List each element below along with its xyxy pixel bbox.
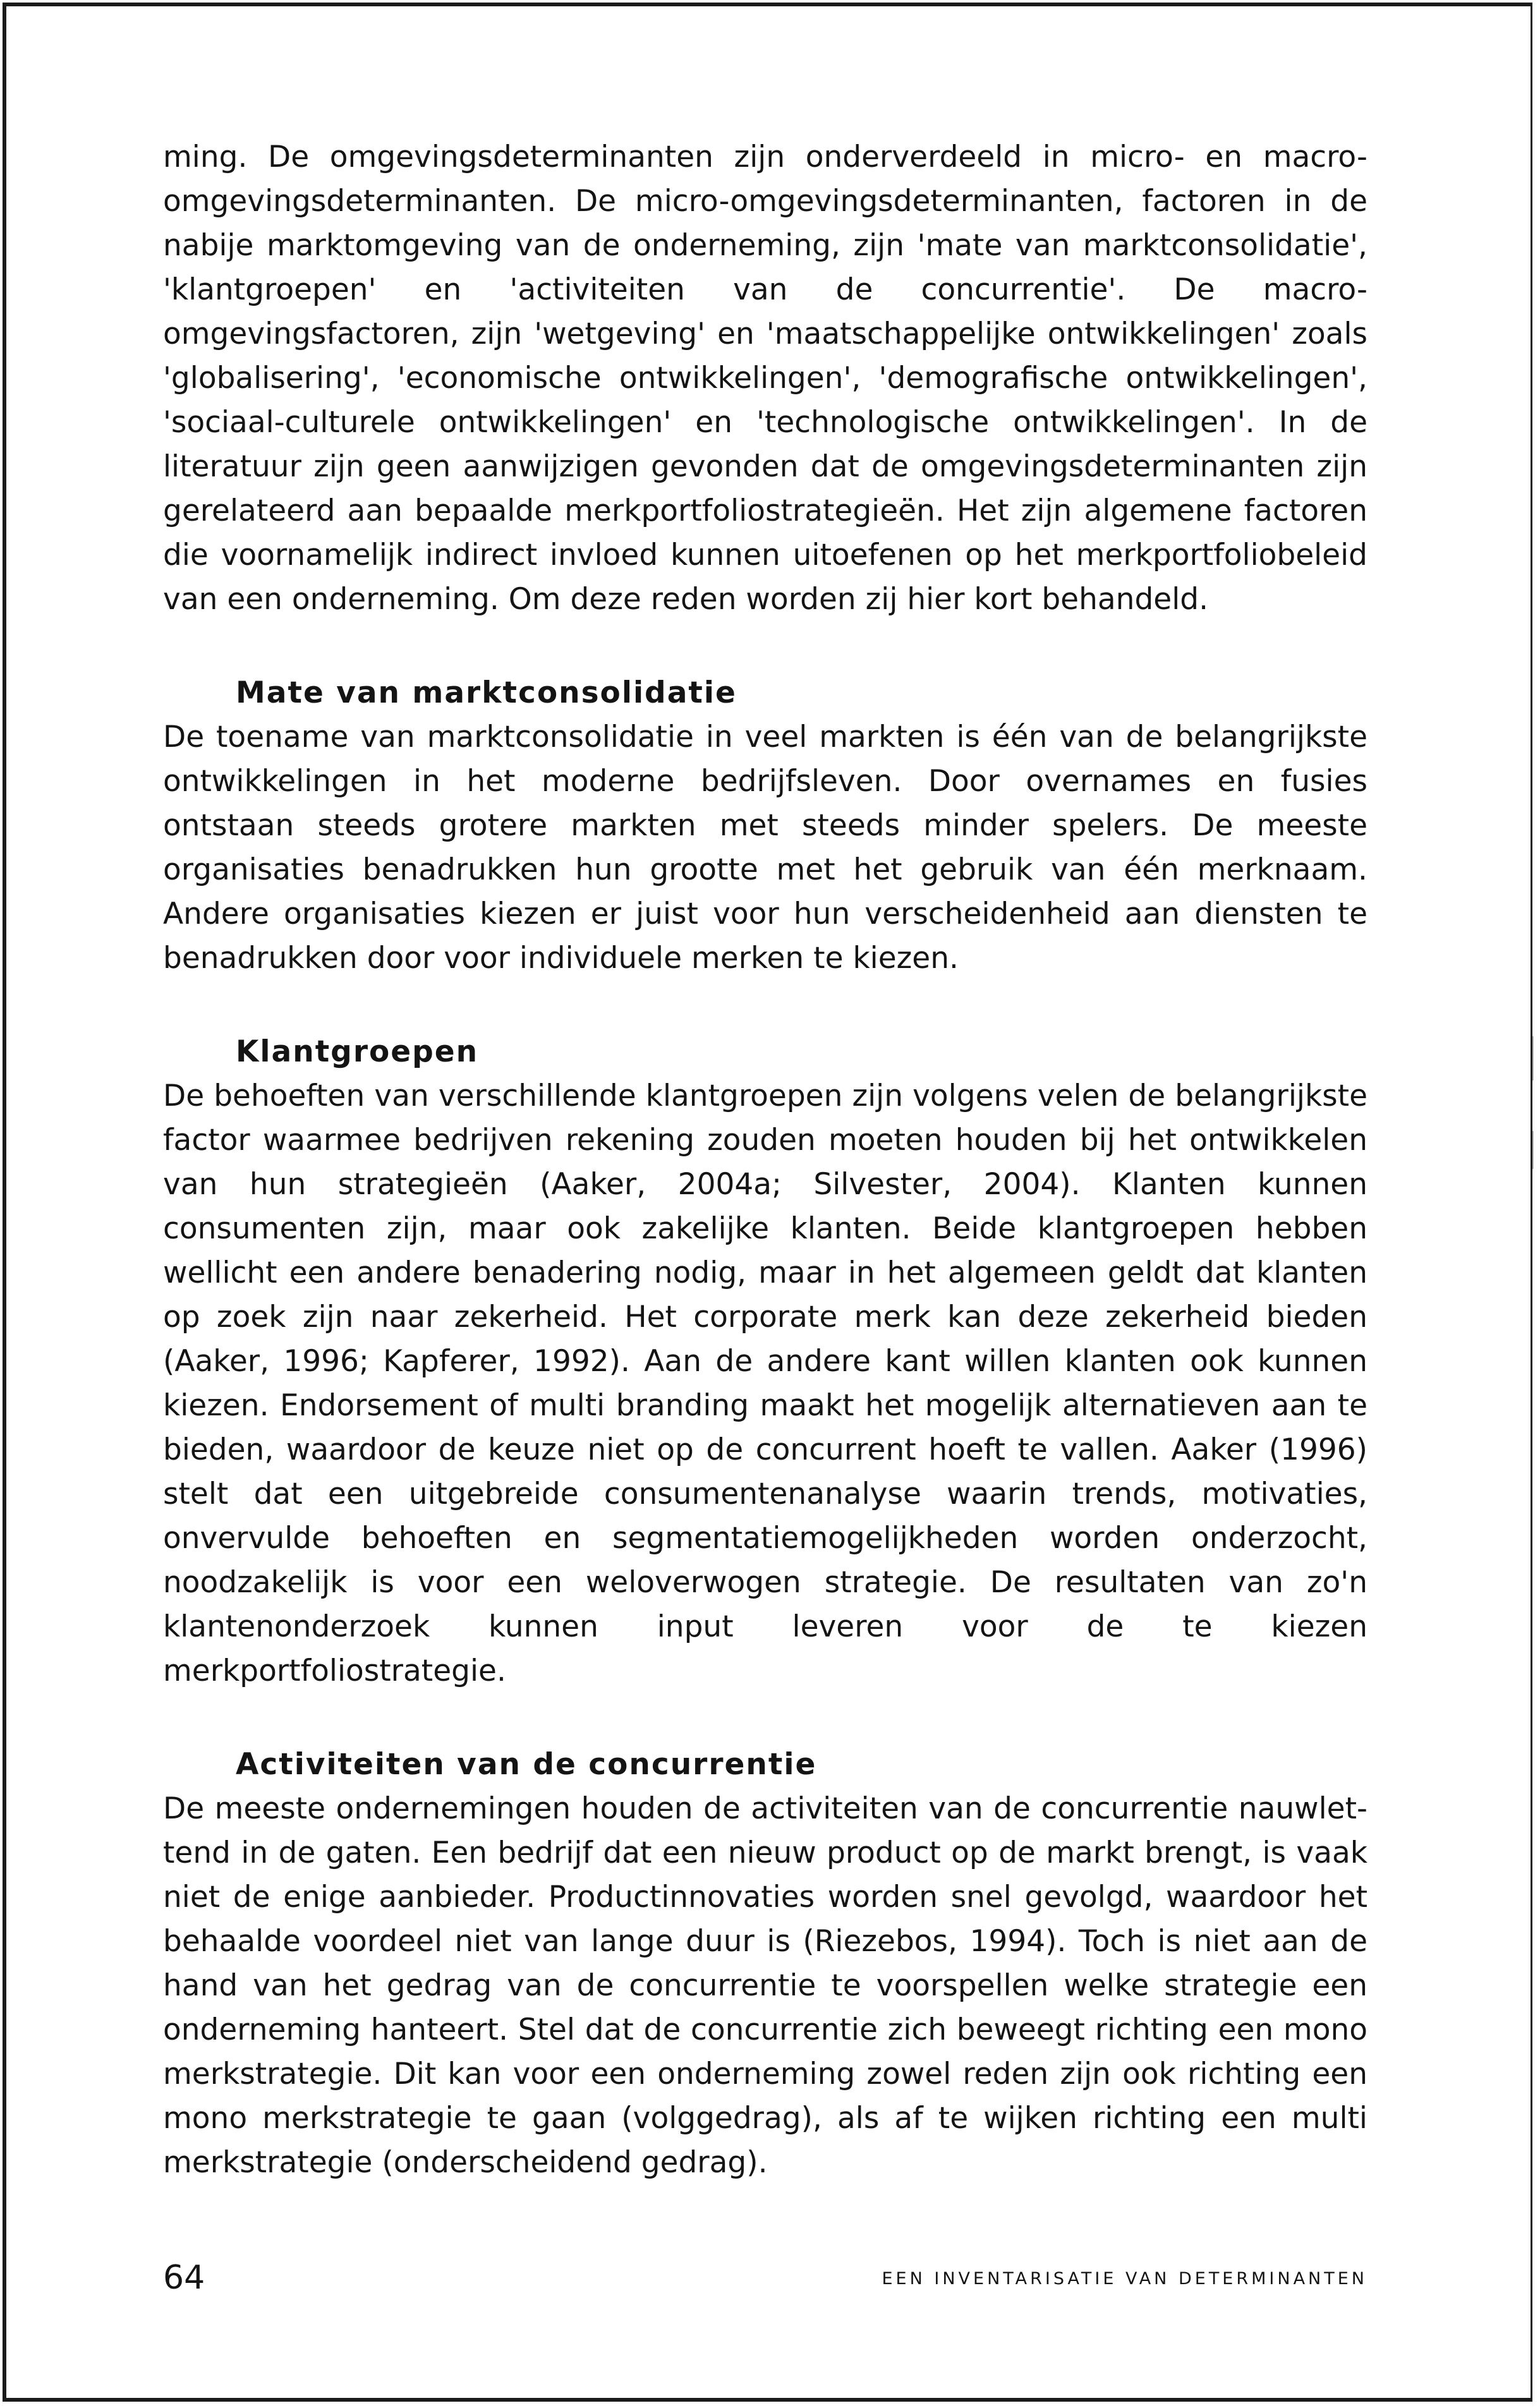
page-number: 64: [163, 2259, 205, 2297]
section-paragraph: De toename van marktconsolidatie in veel markten is één van de belangrijkste ontwikkelingen in het moderne bedrijfsleven. Door overnames en fusies ontstaan steeds grotere markten met steeds minder spelers. De meeste organisaties benadrukken hun grootte met het gebruik van één merknaam. Andere organisaties kiezen er juist voor hun verscheidenheid aan diensten te benadrukken door voor individuele merken te kiezen.: [163, 720, 1367, 976]
scan-edge-mark: [1532, 1036, 1534, 1080]
section-heading: Activiteiten van de concurrentie: [236, 1747, 817, 1782]
section-heading: Mate van marktconsolidatie: [236, 675, 737, 710]
section-marktconsolidatie: [163, 671, 1367, 981]
section-klantgroepen: [163, 1030, 1367, 1693]
running-title: EEN INVENTARISATIE VAN DETERMINANTEN: [882, 2269, 1367, 2289]
section-concurrentie: [163, 1743, 1367, 2185]
section-paragraph: De meeste ondernemingen houden de activiteiten van de concurrentie nauwlettend in de gaten. Een bedrijf dat een nieuw product op de markt brengt, is vaak niet de enige aanbieder. Productinnovaties worden snel gevolgd, waardoor het behaalde voordeel niet van lange duur is (Riezebos, 1994). Toch is niet aan de hand van het gedrag van de concurrentie te voorspellen welke strategie een onderneming hanteert. Stel dat de concurrentie zich beweegt richting een mono merkstrategie. Dit kan voor een onderneming zowel reden zijn ook richting een mono merkstrategie te gaan (volggedrag), als af te wijken richting een multi merkstrategie (onderscheidend gedrag).: [163, 1791, 1367, 2180]
scan-edge-mark: [1532, 1131, 1534, 1169]
section-heading: Klantgroepen: [236, 1034, 479, 1069]
intro-paragraph: ming. De omgevingsdeterminanten zijn onderverdeeld in micro- en macro-omgevingsdeterminanten. De micro-omgevingsdeterminanten, factoren in de nabije marktomgeving van de onderneming, zijn 'mate van marktconsolidatie', 'klantgroepen' en 'activiteiten van de concurrentie'. De macro-omgevingsfactoren, zijn 'wetgeving' en 'maatschappelijke ontwikkelingen' zoals 'globalisering', 'economische ontwikkelingen', 'demografische ontwikkelingen', 'sociaal-culturele ontwikkelingen' en 'technologische ontwikkelingen'. In de literatuur zijn geen aanwijzigen gevonden dat de omgevingsdeterminanten zijn gerelateerd aan bepaalde merkportfoliostrategieën. Het zijn algemene factoren die voornamelijk indirect invloed kunnen uitoefenen op het merkportfoliobeleid van een onderneming. Om deze reden worden zij hier kort behandeld.: [163, 140, 1367, 617]
page-body: [163, 135, 1367, 2185]
section-paragraph: De behoeften van verschillende klantgroepen zijn volgens velen de belangrijkste factor waarmee bedrijven rekening zouden moeten houden bij het ontwikkelen van hun strategieën (Aaker, 2004a; Silvester, 2004). Klanten kunnen consumenten zijn, maar ook zakelijke klanten. Beide klantgroepen hebben wellicht een andere benadering nodig, maar in het algemeen geldt dat klanten op zoek zijn naar zekerheid. Het corporate merk kan deze zekerheid bieden (Aaker, 1996; Kapferer, 1992). Aan de andere kant willen klanten ook kunnen kiezen. Endorsement of multi branding maakt het mogelijk alternatieven aan te bieden, waardoor de keuze niet op de concurrent hoeft te vallen. Aaker (1996) stelt dat een uitgebreide consumentenanalyse waarin trends, motivaties, onvervulde behoeften en segmentatiemogelijkheden worden onderzocht, noodzakelijk is voor een weloverwogen strategie. De resultaten van zo'n klantenonderzoek kunnen input leveren voor de te kiezen merkportfoliostrategie.: [163, 1079, 1367, 1688]
page-footer: [163, 2253, 1367, 2303]
